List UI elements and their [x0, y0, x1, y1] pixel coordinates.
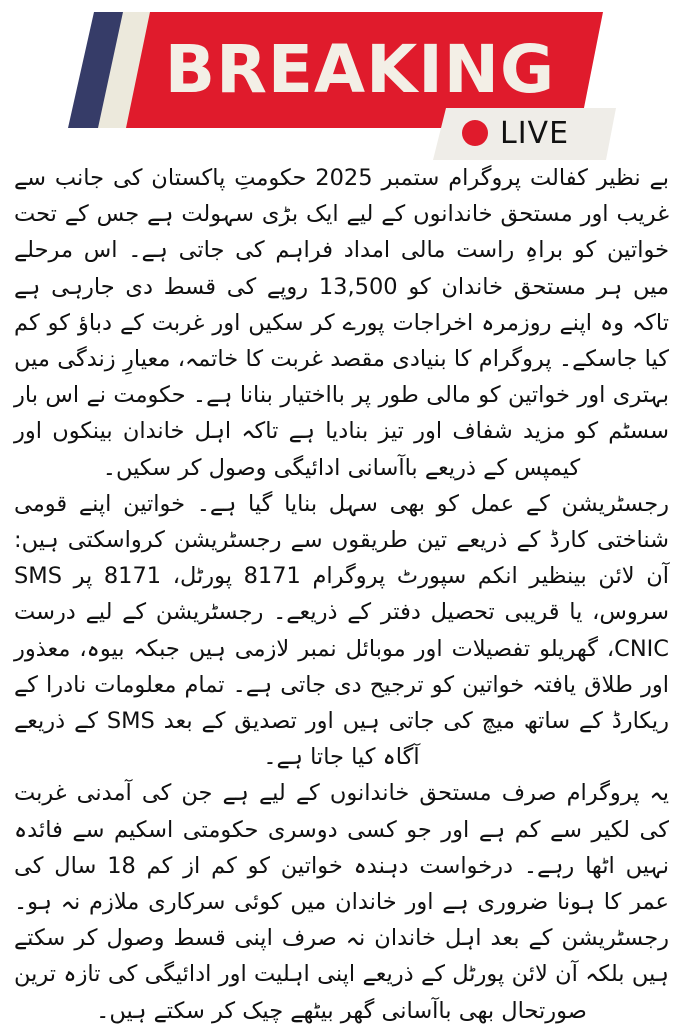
live-badge — [462, 112, 569, 154]
breaking-title: BREAKING — [164, 31, 556, 108]
article-paragraph-2: رجسٹریشن کے عمل کو بھی سہل بنایا گیا ہے۔ خواتین اپنے قومی شناختی کارڈ کے ذریعے تین طریقوں سے رجسٹریشن کرواسکتی ہیں: آن لائن بینظیر انکم سپورٹ پروگرام 8171 پورٹل، 8171 پر SMS سروس، یا قریبی تحصیل دفتر کے ذریعے۔ رجسٹریشن کے لیے درست CNIC، گھریلو تفصیلات اور موبائل نمبر لازمی ہیں جبکہ بیوہ، معذور اور طلاق یافتہ خواتین کو ترجیح دی جاتی ہے۔ تمام معلومات نادرا کے ریکارڈ کے ساتھ میچ کی جاتی ہیں اور تصدیق کے بعد SMS کے ذریعے آگاہ کیا جاتا ہے۔ — [14, 490, 669, 771]
breaking-news-banner — [0, 0, 683, 165]
article-body — [14, 160, 669, 1029]
live-dot-icon — [462, 120, 488, 146]
live-label: LIVE — [500, 115, 570, 151]
article-paragraph-1: بے نظیر کفالت پروگرام ستمبر 2025 حکومتِ پاکستان کی جانب سے غریب اور مستحق خاندانوں کے لیے ایک بڑی سہولت ہے جس کے تحت خواتین کو براہِ راست مالی امداد فراہم کی جاتی ہے۔ اس مرحلے میں ہر مستحق خاندان کو 13,500 روپے کی قسط دی جارہی ہے تاکہ وہ اپنے روزمرہ اخراجات پورے کر سکیں اور غربت کے دباؤ کو کم کیا جاسکے۔ پروگرام کا بنیادی مقصد غربت کا خاتمہ، معیارِ زندگی میں بہتری اور خواتین کو مالی طور پر بااختیار بنانا ہے۔ حکومت نے اس بار سسٹم کو مزید شفاف اور تیز بنادیا ہے تاکہ اہل خاندان بینکوں اور کیمپس کے ذریعے باآسانی ادائیگی وصول کر سکیں۔ — [14, 165, 669, 481]
article-paragraph-3: یہ پروگرام صرف مستحق خاندانوں کے لیے ہے جن کی آمدنی غربت کی لکیر سے کم ہے اور جو کسی دوسری حکومتی اسکیم سے فائدہ نہیں اٹھا رہے۔ درخواست دہندہ خواتین کو کم از کم 18 سال کی عمر کا ہونا ضروری ہے اور خاندان میں کوئی سرکاری ملازم نہ ہو۔ رجسٹریشن کے بعد اہل خاندان نہ صرف اپنی قسط وصول کر سکتے ہیں بلکہ آن لائن پورٹل کے ذریعے اپنی اہلیت اور ادائیگی کی تازہ ترین صورتحال بھی باآسانی گھر بیٹھے چیک کر سکتے ہیں۔ — [14, 780, 670, 1024]
